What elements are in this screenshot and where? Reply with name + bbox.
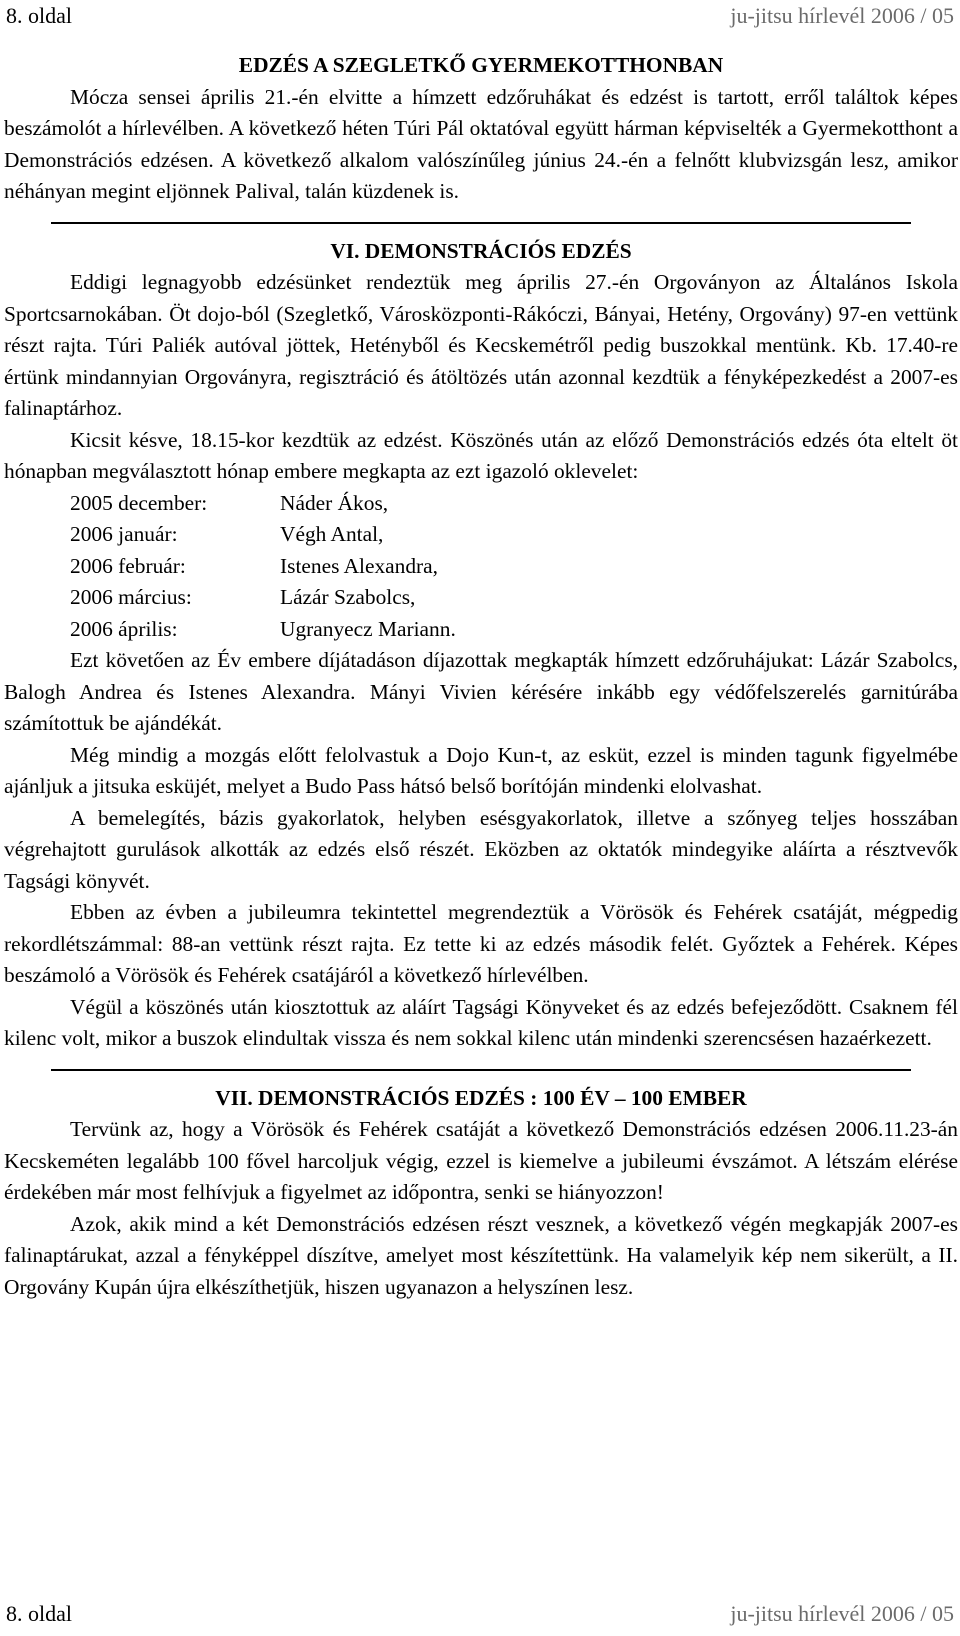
page-header xyxy=(6,4,954,28)
list-item xyxy=(4,519,958,551)
list-item xyxy=(4,614,958,646)
paragraph: Tervünk az, hogy a Vörösök és Fehérek csatáját a következő Demonstrációs edzésen 2006.11.23-án Kecskeméten legalább 100 fővel harcoljuk végig, ezzel is kiemelve a jubileumi évszámot. A létszám elérése érdekében már most felhívjuk a figyelmet az időpontra, senki se hiányozzon! xyxy=(4,1117,958,1204)
paragraph: Mócza sensei április 21.-én elvitte a hímzett edzőruhákat és edzést is tartott, erről találtok képes beszámolót a hírlevélben. A következő héten Túri Pál oktatóval együtt hárman képviselték a Gyermekotthont a Demonstrációs edzésen. A következő alkalom valószínűleg június 24.-én a felnőtt klubvizsgán lesz, amikor néhányan megint eljönnek Palival, talán küzdenek is. xyxy=(4,84,958,203)
publication-title: ju-jitsu hírlevél 2006 / 05 xyxy=(730,1601,954,1626)
paragraph: Ezt követően az Év embere díjátadáson díjazottak megkapták hímzett edzőruhájukat: Lázár Szabolcs, Balogh Andrea és Istenes Alexandra. Mányi Vivien kérésére inkább egy védőfelszerelés garnitúrába számítottuk be ajándékát. xyxy=(4,648,958,735)
list-item xyxy=(4,551,958,583)
page-number: 8. oldal xyxy=(6,3,72,28)
award-name: Náder Ákos, xyxy=(280,490,389,515)
award-name: Istenes Alexandra, xyxy=(280,553,438,578)
section-title-vi-demonstracios: VI. DEMONSTRÁCIÓS EDZÉS xyxy=(330,238,632,263)
list-item xyxy=(4,582,958,614)
award-month: 2006 január: xyxy=(70,522,178,546)
paragraph: Kicsit késve, 18.15-kor kezdtük az edzést. Köszönés után az előző Demonstrációs edzés óta eltelt öt hónapban megválasztott hónap embere megkapta az ezt igazoló oklevelet: xyxy=(4,427,958,483)
article-body xyxy=(4,50,958,1303)
publication-title: ju-jitsu hírlevél 2006 / 05 xyxy=(730,3,954,28)
page-footer xyxy=(6,1602,954,1626)
award-name: Ugranyecz Mariann. xyxy=(280,616,456,641)
section-divider xyxy=(51,222,911,224)
award-month: 2006 április: xyxy=(70,616,178,641)
award-month: 2005 december: xyxy=(70,490,208,515)
paragraph: Azok, akik mind a két Demonstrációs edzésen részt vesznek, a következő végén megkapják 2007-es falinaptárukat, azzal a fényképpel díszítve, amelyet most készítettünk. Ha valamelyik kép nem sikerült, a II. Orgovány Kupán újra elkészíthetjük, hiszen ugyanazon a helyszínen lesz. xyxy=(4,1211,958,1299)
award-month: 2006 március: xyxy=(70,585,192,609)
list-item xyxy=(4,488,958,520)
section-divider xyxy=(51,1069,911,1071)
paragraph: A bemelegítés, bázis gyakorlatok, helyben esésgyakorlatok, illetve a szőnyeg teljes hosszában végrehajtott gurulások alkották az edzés első részét. Eközben az oktatók mindegyike aláírta a résztvevők Tagsági könyvét. xyxy=(4,805,958,893)
paragraph: Eddigi legnagyobb edzésünket rendeztük meg április 27.-én Orgoványon az Általános Iskola Sportcsarnokában. Öt dojo-ból (Szegletkő, Városközponti-Rákóczi, Bányai, Hetény, Orgovány) 97-en vettünk részt rajta. Túri Paliék autóval jöttek, Hetényből és Kecskemétről pedig buszokkal mentünk. Kb. 17.40-re értünk mindannyian Orgoványra, regisztráció és átöltözés után azonnal kezdtük a fényképezkedést a 2007-es falinaptárhoz. xyxy=(4,270,958,420)
paragraph: Ebben az évben a jubileumra tekintettel megrendeztük a Vörösök és Fehérek csatáját, mégpedig rekordlétszámmal: 88-an vettünk részt rajta. Ez tette ki az edzés második felét. Győztek a Fehérek. Képes beszámoló a Vörösök és Fehérek csatájáról a következő hírlevélben. xyxy=(4,900,958,987)
section-title-gyermekotthon: EDZÉS A SZEGLETKŐ GYERMEKOTTHONBAN xyxy=(238,53,724,77)
award-name: Végh Antal, xyxy=(280,522,384,546)
page-number: 8. oldal xyxy=(6,1601,72,1626)
award-name: Lázár Szabolcs, xyxy=(280,585,416,609)
section-title-vii-demonstracios: VII. DEMONSTRÁCIÓS EDZÉS : 100 ÉV – 100 EMBER xyxy=(215,1085,747,1110)
paragraph: Még mindig a mozgás előtt felolvastuk a Dojo Kun-t, az esküt, ezzel is minden tagunk figyelmébe ajánljuk a jitsuka esküjét, melyet a Budo Pass hátsó belső borítóján mindenki elolvashat. xyxy=(4,742,958,798)
paragraph: Végül a köszönés után kiosztottuk az aláírt Tagsági Könyveket és az edzés befejeződött. Csaknem fél kilenc volt, mikor a buszok elindultak vissza és nem sokkal kilenc után mindenki szerencsésen hazaérkezett. xyxy=(4,994,958,1050)
award-month: 2006 február: xyxy=(70,553,186,578)
month-award-list xyxy=(4,488,958,646)
